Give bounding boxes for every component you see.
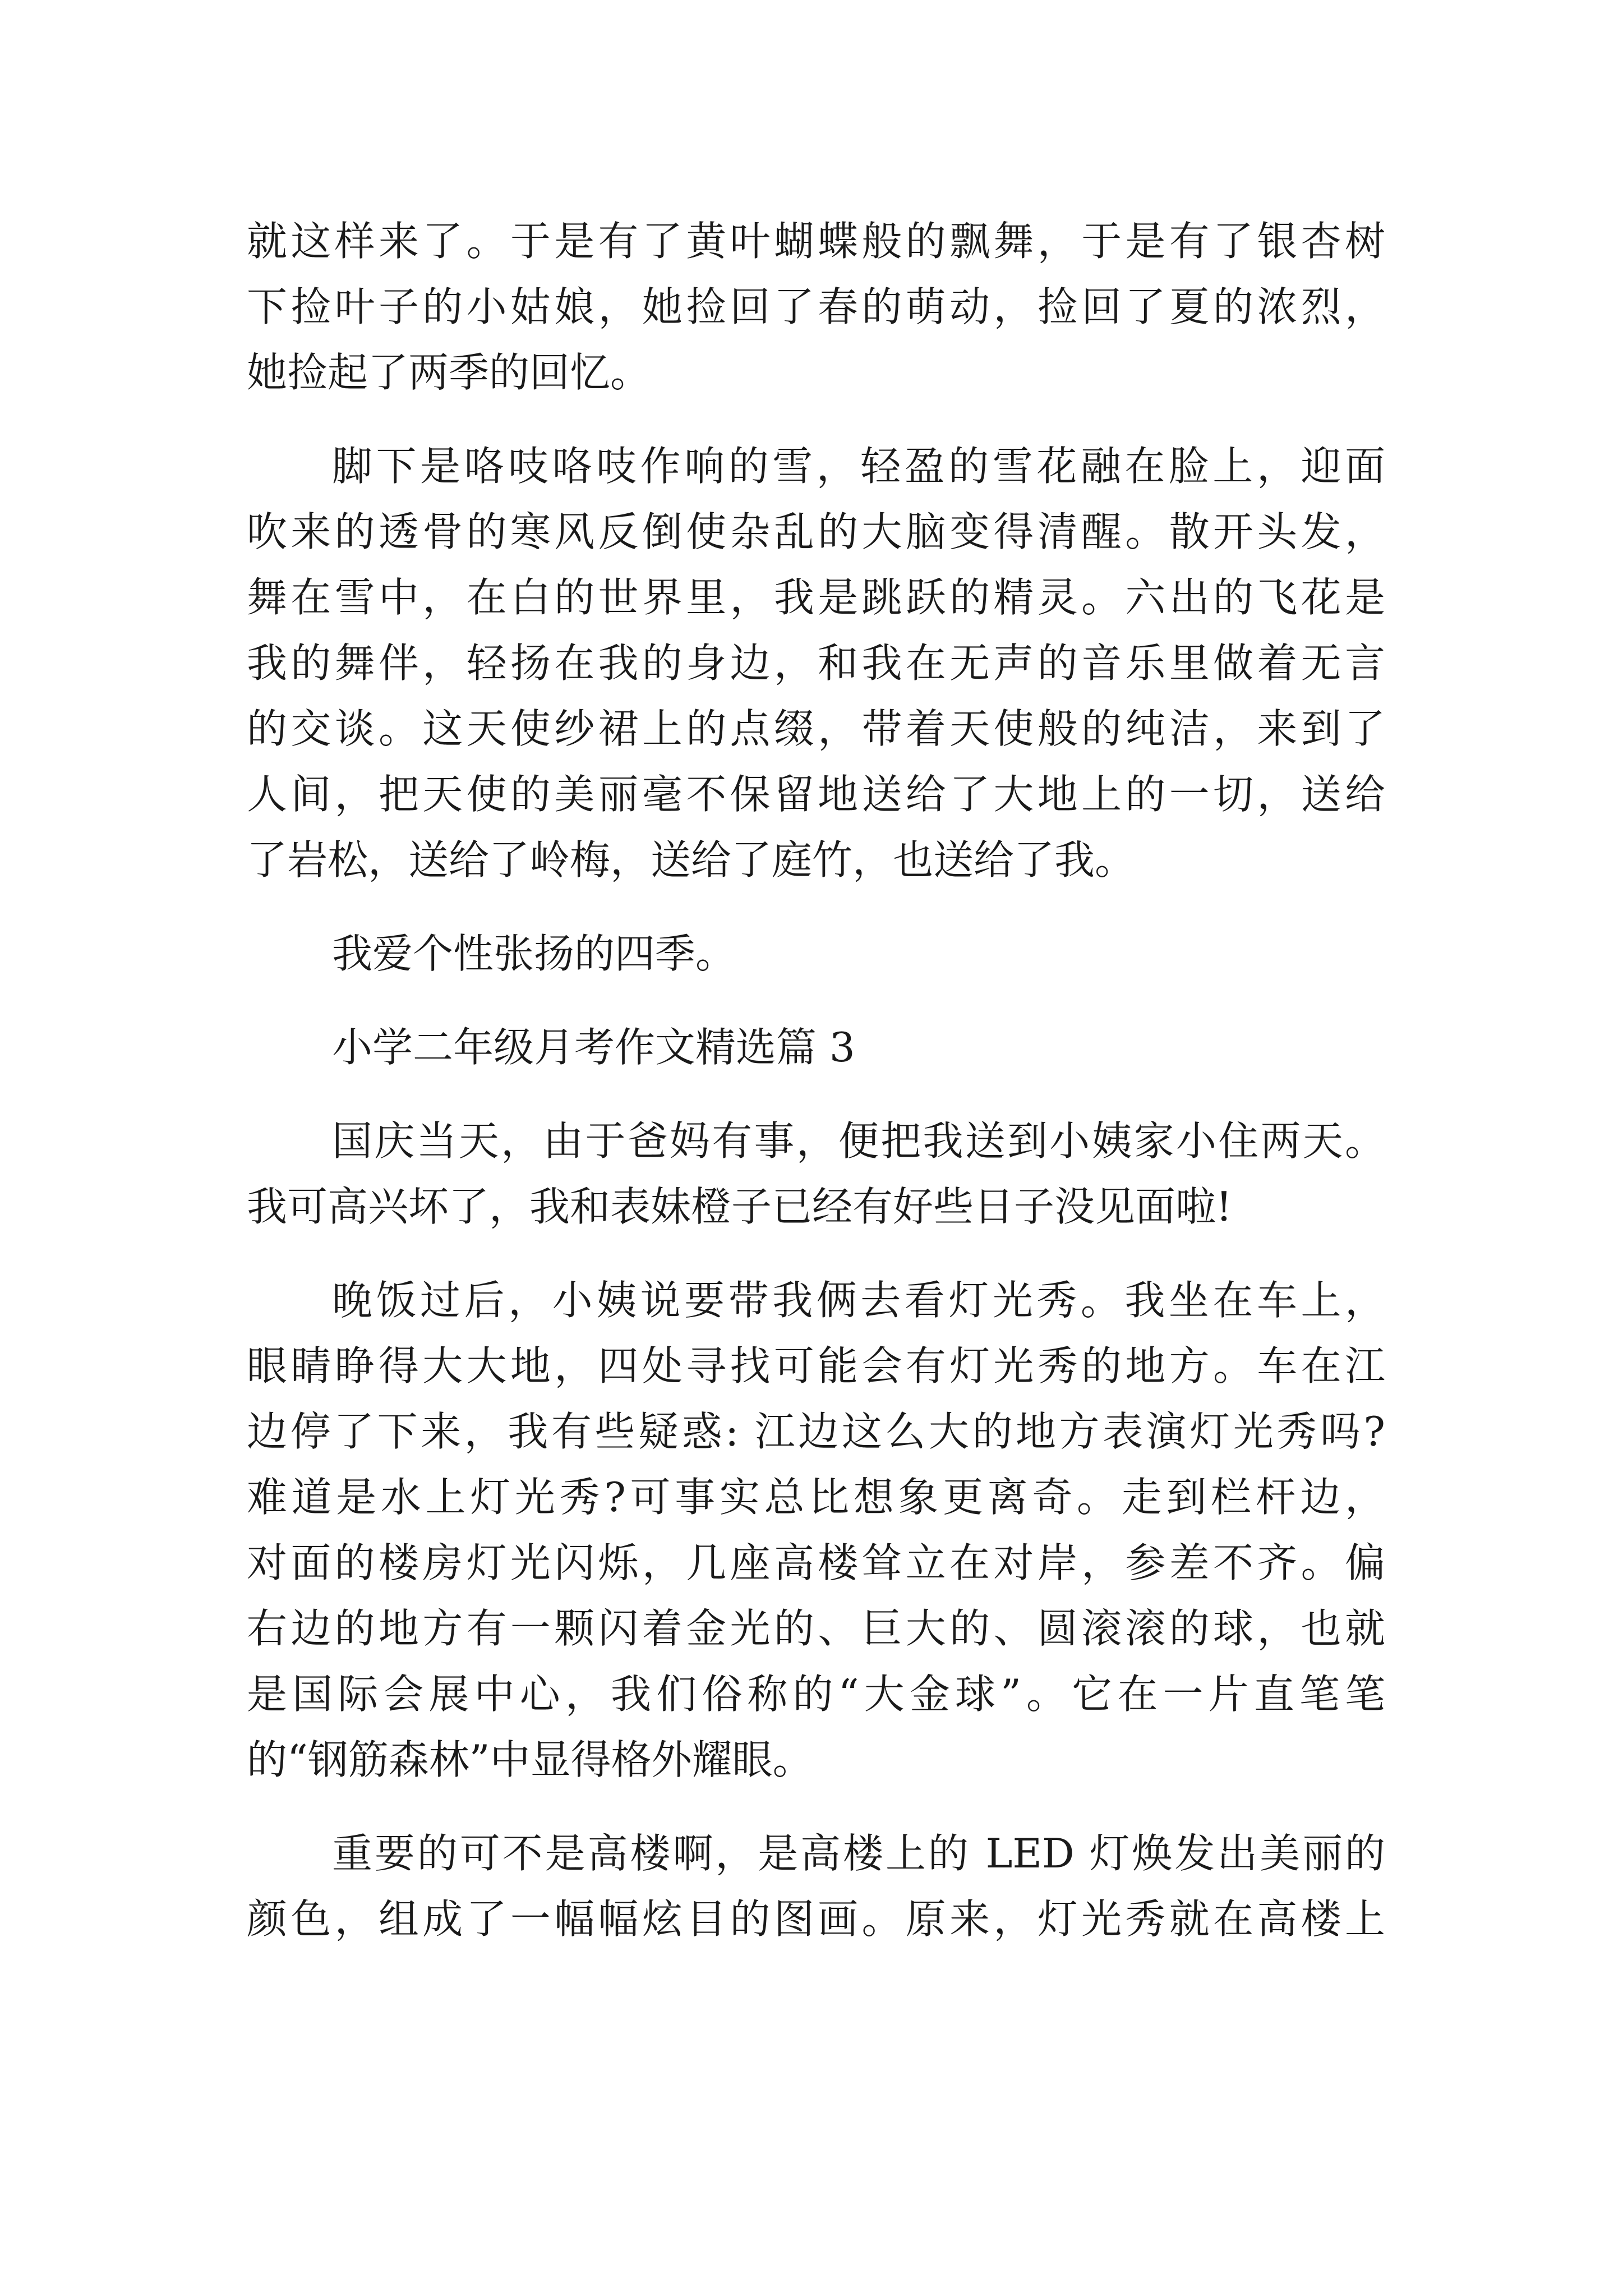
text-line: 右边的地方有一颗闪着金光的、巨大的、圆滚滚的球，也就 bbox=[247, 1605, 1385, 1652]
text-line: 下捡叶子的小姑娘，她捡回了春的萌动，捡回了夏的浓烈， bbox=[247, 283, 1385, 330]
text-line: 我的舞伴，轻扬在我的身边，和我在无声的音乐里做着无言 bbox=[247, 639, 1385, 687]
text-line: 晚饭过后，小姨说要带我俩去看灯光秀。我坐在车上， bbox=[332, 1277, 1385, 1324]
text-line: 的交谈。这天使纱裙上的点缀，带着天使般的纯洁，来到了 bbox=[247, 705, 1385, 752]
text-line: 颜色，组成了一幅幅炫目的图画。原来，灯光秀就在高楼上 bbox=[247, 1895, 1385, 1943]
text-line: 是国际会展中心，我们俗称的“大金球”。它在一片直笔笔 bbox=[247, 1671, 1385, 1718]
text-line: 了岩松，送给了岭梅，送给了庭竹，也送给了我。 bbox=[247, 836, 1136, 884]
text-line: 对面的楼房灯光闪烁，几座高楼耸立在对岸，参差不齐。偏 bbox=[247, 1539, 1385, 1586]
text-line: 吹来的透骨的寒风反倒使杂乱的大脑变得清醒。散开头发， bbox=[247, 508, 1385, 555]
text-line: 我爱个性张扬的四季。 bbox=[332, 930, 736, 977]
text-line: 眼睛睁得大大地，四处寻找可能会有灯光秀的地方。车在江 bbox=[247, 1342, 1385, 1389]
text-line: 难道是水上灯光秀?可事实总比想象更离奇。走到栏杆边， bbox=[247, 1474, 1385, 1521]
text-line: 我可高兴坏了，我和表妹橙子已经有好些日子没见面啦! bbox=[247, 1183, 1232, 1230]
text-line: 她捡起了两季的回忆。 bbox=[247, 349, 651, 396]
text-line: 人间，把天使的美丽毫不保留地送给了大地上的一切，送给 bbox=[247, 771, 1385, 818]
text-line: 国庆当天，由于爸妈有事，便把我送到小姨家小住两天。 bbox=[332, 1117, 1385, 1165]
text-line: 脚下是咯吱咯吱作响的雪，轻盈的雪花融在脸上，迎面 bbox=[332, 443, 1385, 490]
text-line: 的“钢筋森林”中显得格外耀眼。 bbox=[247, 1736, 813, 1783]
text-line: 边停了下来，我有些疑惑: 江边这么大的地方表演灯光秀吗? bbox=[247, 1408, 1385, 1455]
document-body bbox=[247, 209, 1385, 1952]
section-heading: 小学二年级月考作文精选篇 3 bbox=[332, 1024, 855, 1071]
text-line: 舞在雪中，在白的世界里，我是跳跃的精灵。六出的飞花是 bbox=[247, 574, 1385, 621]
text-line: 重要的可不是高楼啊，是高楼上的 LED 灯焕发出美丽的 bbox=[332, 1830, 1385, 1877]
text-line: 就这样来了。于是有了黄叶蝴蝶般的飘舞，于是有了银杏树 bbox=[247, 218, 1385, 265]
